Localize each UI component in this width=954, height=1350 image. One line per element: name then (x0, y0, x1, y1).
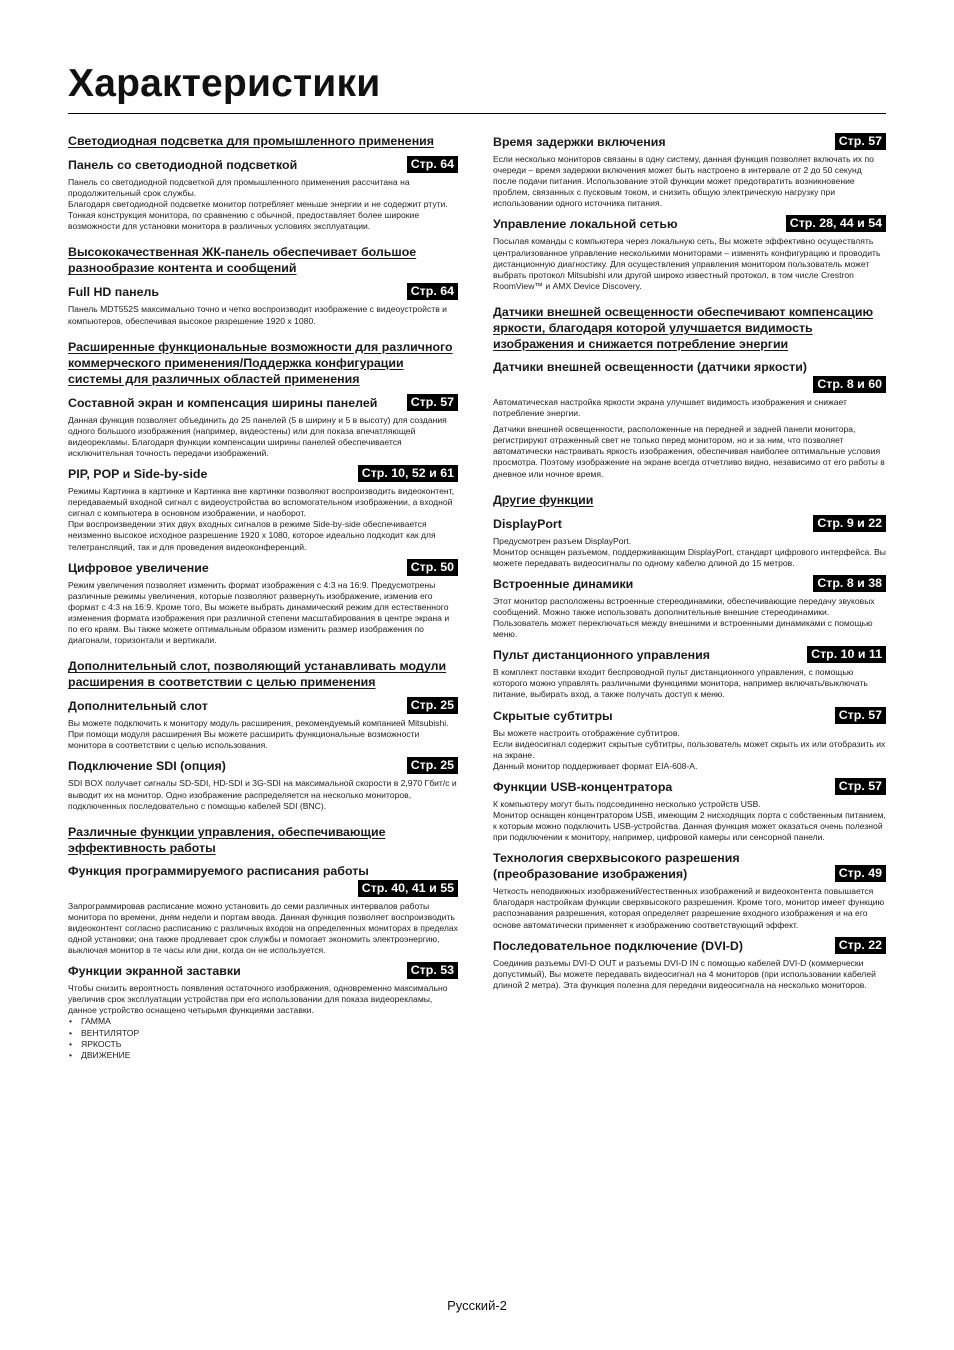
feature-description (493, 397, 886, 480)
section (493, 304, 886, 480)
feature-description (68, 177, 458, 232)
feature-name: Подключение SDI (опция) (68, 759, 226, 774)
section (68, 339, 458, 647)
paragraph: Автоматическая настройка яркости экрана улучшает видимость изображения и снижает потребление энергии. (493, 396, 847, 419)
paragraph: Если видеосигнал содержит скрытые субтитры, пользователь может скрыть их или отобразить их на экране. (493, 738, 886, 760)
paragraph: Панель со светодиодной подсветкой для промышленного применения рассчитана на продолжительный срок службы. (68, 177, 410, 199)
feature (68, 156, 458, 232)
paragraph: Монитор оснащен концентратором USB, имеющим 2 нисходящих порта с собственным питанием, к которым можно подключить USB-устройства. Данная функция может оказаться очень полезной при подключении к монитору, например, цифровой камеры или сенсорной панели. (493, 810, 886, 843)
page-reference-badge: Стр. 57 (835, 707, 886, 724)
feature-heading (493, 575, 886, 592)
feature-heading (68, 559, 458, 576)
feature-heading (68, 757, 458, 774)
feature (493, 215, 886, 291)
feature-description (493, 236, 886, 291)
page-reference-badge: Стр. 22 (835, 937, 886, 954)
feature-name: Технология сверхвысокого разрешения (преобразование изображения) (493, 851, 740, 882)
feature (493, 937, 886, 991)
feature (68, 863, 458, 956)
right-column (493, 133, 886, 1003)
paragraph: Датчики внешней освещенности, расположенные на передней и задней панели монитора, регистрируют отраженный свет не только перед монитором, но и за ним, что позволяет автоматически настраивать яркость изображения, обеспечивая наиболее оптимальные условия просмотра. Поэтому изображение на экране всегда отчетливо видно, независимо от его работы в дневное или ночное время. (493, 424, 885, 479)
page-reference-badge: Стр. 10 и 11 (807, 646, 886, 663)
feature (68, 283, 458, 326)
feature-heading (493, 937, 886, 954)
feature-heading (68, 283, 458, 300)
feature-heading (493, 778, 886, 795)
section (68, 244, 458, 326)
page-reference-badge: Стр. 25 (407, 757, 458, 774)
page-reference-badge: Стр. 25 (407, 697, 458, 714)
section-heading: Расширенные функциональные возможности для различного коммерческого применения/Поддержка конфигурации системы для различных областей применения (68, 339, 453, 386)
section-heading: Различные функции управления, обеспечивающие эффективность работы (68, 824, 386, 855)
feature-name: PIP, POP и Side-by-side (68, 467, 208, 482)
paragraph: Если несколько мониторов связаны в одну систему, данная функция позволяет включать их по очереди – время задержки включения может быть настроено в интервале от 2 до 50 секунд после подачи питания. Использование этой функции может предотвратить возникновение проблем, связанных с пусковым током, и снизить общую электрическую нагрузку при использовании одного источника питания. (493, 154, 874, 209)
feature (493, 515, 886, 569)
feature (68, 962, 458, 1061)
feature-name: Функции USB-концентратора (493, 779, 673, 794)
feature-description (68, 486, 458, 553)
feature-description (68, 983, 458, 1016)
paragraph: Данная функция позволяет объединить до 25 панелей (5 в ширину и 5 в высоту) для создания одного большого изображения (например, видеостены) или для показа впечатляющей видеорекламы. Благодаря функции компенсации ширины панелей обеспечивается исключительная точность передачи изображений. (68, 414, 447, 458)
page-reference-badge: Стр. 57 (407, 394, 458, 411)
paragraph: Монитор оснащен разъемом, поддерживающим DisplayPort, стандарт цифрового интерфейса. Вы можете передавать видеосигналы по одному кабелю длиной до 15 метров. (493, 546, 886, 568)
page-reference-badge: Стр. 9 и 22 (813, 515, 886, 532)
feature (68, 559, 458, 647)
paragraph: Четкость неподвижных изображений/естественных изображений и видеоконтента повышается благодаря настройкам функции сверхвысокого разрешения. Кроме того, монитор имеет функцию распознавания разрешения, которая определяет разрешение входного изображения и на его основе автоматически применяет к изображению соответствующий эффект. (493, 886, 885, 930)
page-reference-badge: Стр. 57 (835, 778, 886, 795)
feature-name: Функция программируемого расписания работы (68, 863, 369, 878)
feature-description (493, 886, 886, 930)
page-reference-badge: Стр. 40, 41 и 55 (358, 880, 458, 897)
page-reference-badge: Стр. 53 (407, 962, 458, 979)
feature-heading (68, 156, 458, 173)
paragraph: Запрограммировав расписание можно установить до семи различных интервалов работы монитора по времени, дням недели и портам ввода. Данная функция позволяет воспроизводить видеоконтент согласно расписанию с различных входов на определенных мониторах в пределах одной установки; она также продлевает срок службы и помогает экономить электроэнергию, выключая монитор в те часы или дни, когда он не используется. (68, 900, 458, 956)
feature (493, 133, 886, 209)
feature (493, 778, 886, 843)
page-reference-badge: Стр. 28, 44 и 54 (786, 215, 886, 232)
feature-heading (493, 707, 886, 724)
feature-description (493, 728, 886, 772)
feature-heading (68, 465, 458, 482)
feature-name: Датчики внешней освещенности (датчики яркости) (493, 359, 807, 374)
feature-heading (68, 962, 458, 979)
feature (68, 465, 458, 553)
feature-name: Пульт дистанционного управления (493, 648, 710, 663)
section (493, 133, 886, 292)
feature-name: Скрытые субтитры (493, 708, 613, 723)
bullet-item: • ЯРКОСТЬ (68, 1039, 458, 1050)
bullet-item: • ДВИЖЕНИЕ (68, 1050, 458, 1061)
page-reference-badge: Стр. 10, 52 и 61 (358, 465, 458, 482)
feature (493, 575, 886, 640)
bullet-list (68, 1016, 458, 1060)
feature-name: Составной экран и компенсация ширины панелей (68, 395, 378, 410)
feature (493, 849, 886, 930)
title-divider (68, 113, 886, 114)
section-heading: Светодиодная подсветка для промышленного применения (68, 134, 435, 148)
paragraph: Предусмотрен разъем DisplayPort. (493, 535, 632, 546)
section-heading: Другие функции (493, 492, 594, 507)
page-reference-badge: Стр. 64 (407, 156, 458, 173)
feature (68, 697, 458, 751)
feature-heading (68, 697, 458, 714)
page-title: Характеристики (68, 62, 381, 105)
paragraph: Соединив разъемы DVI-D OUT и разъемы DVI-D IN с помощью кабелей DVI-D (коммерчески допустимый), Вы можете передавать видеосигнал на 4 мониторов (при использовании кабелей длиной 2 метра). Эта функция полезна для передачи видеосигнала на несколько мониторов. (493, 957, 876, 990)
feature-name: Дополнительный слот (68, 699, 208, 714)
section (68, 824, 458, 1061)
feature-name: Управление локальной сетью (493, 217, 678, 232)
paragraph: Режим увеличения позволяет изменить формат изображения с 4:3 на 16:9. Предусмотрены различные режимы увеличения, которые позволяют развернуть изображение, изменив его формат с 4:3 на 16:9. Кроме того, Вы можете выбрать динамический режим для естественного изменения формата изображения при различной степени масштабирования в центре экрана и по его краям. Вы также можете оптимальным образом изменить размер изображения по диагонали, горизонтали и вертикали. (68, 579, 450, 646)
paragraph: SDI BOX получает сигналы SD-SDI, HD-SDI и 3G-SDI на максимальной скорости в 2,970 Гбит/с и выводит их на монитор. Одно изображение распределяется на несколько мониторов, подключенных последовательно с помощью кабелей SDI (BNC). (68, 778, 457, 811)
feature-heading (493, 359, 886, 393)
page-reference-badge: Стр. 49 (835, 865, 886, 882)
feature-description (68, 415, 458, 459)
section-heading: Высококачественная ЖК-панель обеспечивает большое разнообразие контента и сообщений (68, 245, 417, 276)
section-heading: Дополнительный слот, позволяющий устанавливать модули расширения в соответствии с целью применения (68, 659, 447, 690)
section (68, 658, 458, 812)
paragraph: К компьютеру могут быть подсоединено несколько устройств USB. (493, 798, 761, 809)
page-reference-badge: Стр. 8 и 60 (813, 376, 886, 393)
feature (493, 359, 886, 480)
page-reference-badge: Стр. 8 и 38 (813, 575, 886, 592)
paragraph: Чтобы снизить вероятность появления остаточного изображения, одновременно максимально увеличив срок эксплуатации устройства при его использовании для показа видеорекламы, данное устройство оснащено четырьмя функциями заставки. (68, 983, 448, 1016)
feature-name: Встроенные динамики (493, 576, 634, 591)
paragraph: Вы можете подключить к монитору модуль расширения, рекомендуемый компанией Mitsubishi. При помощи модуля расширения Вы можете расширить функциональные возможности монитора в соответствии с целью использования. (68, 718, 449, 751)
feature-heading (493, 133, 886, 150)
feature-description (493, 154, 886, 209)
feature-description (68, 778, 458, 811)
feature-description (68, 718, 458, 751)
feature-description (68, 580, 458, 647)
feature-name: Full HD панель (68, 285, 160, 300)
page-reference-badge: Стр. 64 (407, 283, 458, 300)
section (493, 492, 886, 991)
feature-heading (493, 515, 886, 532)
feature-description (493, 667, 886, 700)
paragraph: Данный монитор поддерживает формат EIA-608-A. (493, 760, 698, 771)
feature-description (493, 799, 886, 843)
feature-heading (68, 863, 458, 897)
section (68, 133, 458, 232)
paragraph: Этот монитор расположены встроенные стереодинамики, обеспечивающие передачу звуковых сообщений. Можно также использовать дополнительные внешние стереодинамики. Пользователь может переключаться между внешними и встроенными динамиками с помощью меню. (493, 595, 875, 640)
feature (68, 757, 458, 811)
page-reference-badge: Стр. 50 (407, 559, 458, 576)
page-reference-badge: Стр. 57 (835, 133, 886, 150)
paragraph: Режимы Картинка в картинке и Картинка вне картинки позволяют воспроизводить видеоконтент, передаваемый входной сигнал с видеоустройства во вспомогательном изображении, а входной сигнал с компьютера в основном изображении, и наоборот. (68, 486, 455, 519)
feature (493, 707, 886, 772)
bullet-item: • ГАММА (68, 1016, 458, 1027)
feature-description (493, 596, 886, 640)
feature-name: Время задержки включения (493, 135, 666, 149)
paragraph: В комплект поставки входит беспроводной пульт дистанционного управления, с помощью которого можно управлять различными функциями монитора, например включать/выключать питание, выбирать вход, а также получать доступ к меню. (493, 667, 868, 700)
feature-heading (493, 215, 886, 232)
left-column (68, 133, 458, 1073)
bullet-item: • ВЕНТИЛЯТОР (68, 1028, 458, 1039)
paragraph: Благодаря светодиодной подсветке монитор потребляет меньше энергии и не содержит ртути. Тонкая конструкция монитора, по сравнению с обычной, предоставляет более широкие возможности для установки монитора в различных условиях эксплуатации. (68, 199, 448, 232)
feature-name: DisplayPort (493, 516, 562, 531)
feature-name: Функции экранной заставки (68, 964, 241, 979)
paragraph: Вы можете настроить отображение субтитров. (493, 727, 680, 738)
feature-name: Цифровое увеличение (68, 560, 209, 575)
paragraph: Панель MDT552S максимально точно и четко воспроизводит изображение с видеоустройств и компьютеров, обеспечивая высокое разрешение 1920 x 1080. (68, 304, 447, 326)
feature-description (68, 304, 458, 326)
page-number: Русский-2 (447, 1298, 507, 1313)
feature (493, 646, 886, 700)
feature-description (493, 958, 886, 991)
feature-heading (493, 849, 886, 882)
feature (68, 394, 458, 459)
feature-heading (68, 394, 458, 411)
feature-heading (493, 646, 886, 663)
feature-name: Последовательное подключение (DVI-D) (493, 938, 744, 953)
feature-name: Панель со светодиодной подсветкой (68, 158, 298, 172)
feature-description (68, 901, 458, 956)
paragraph: При воспроизведении этих двух входных сигналов в режиме Side-by-side обеспечивается неизменно высокое исходное разрешение 1920 x 1080, которое идеально подходит как для телетрансляций, так и для проведения видеоконференций. (68, 519, 436, 552)
feature-description (493, 536, 886, 569)
section-heading: Датчики внешней освещенности обеспечивают компенсацию яркости, благодаря которой улучшается видимость изображения и снижается потребление энергии (493, 304, 874, 351)
paragraph: Посылая команды с компьютера через локальную сеть, Вы можете эффективно осуществлять централизованное управление несколькими мониторами – изменять конфигурацию и проводить дистанционную диагностику. Для осуществления управления монитором пользователь может выбрать протокол Mitsubishi или другой широко известный протокол, в том числе Crestron RoomView™ и AMX Device Discovery. (493, 236, 881, 291)
